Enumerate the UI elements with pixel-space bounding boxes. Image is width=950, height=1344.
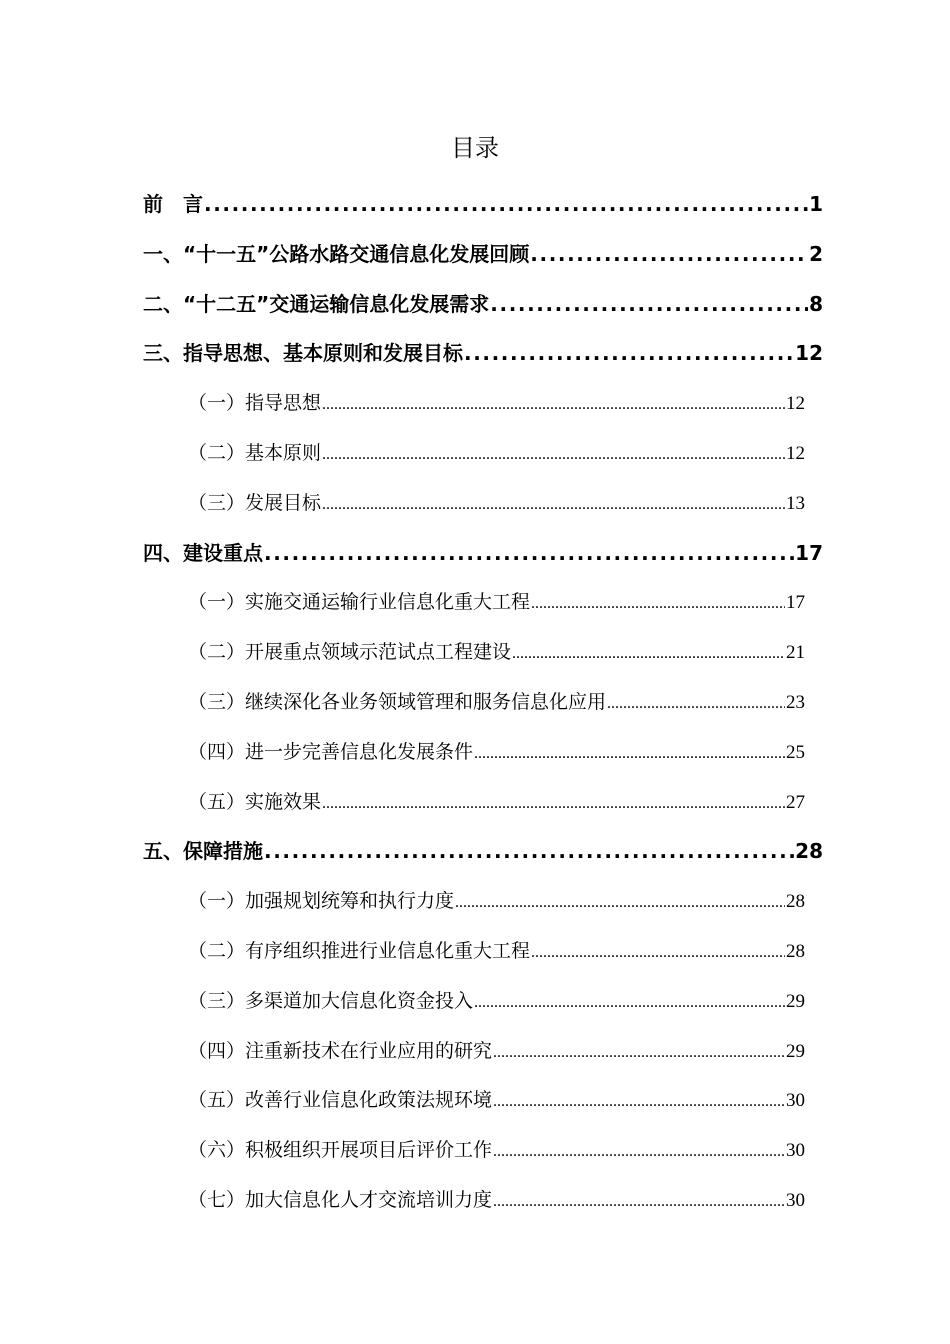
- toc-page-number: 30: [786, 1140, 805, 1162]
- toc-entry-label: （一）实施交通运输行业信息化重大工程: [188, 591, 531, 614]
- toc-page-number: 12: [786, 393, 805, 415]
- toc-dot-leader: [264, 827, 794, 877]
- toc-dot-leader: [204, 180, 808, 230]
- toc-entry-label: （四）注重新技术在行业应用的研究: [188, 1039, 493, 1062]
- toc-dot-leader: [322, 779, 785, 828]
- toc-page-number: 21: [786, 642, 805, 664]
- toc-dot-leader: [493, 1127, 785, 1176]
- toc-dot-leader: [490, 280, 808, 330]
- toc-page-number: 28: [795, 839, 823, 864]
- toc-page-number: 12: [786, 442, 805, 464]
- toc-page-number: 8: [809, 291, 823, 316]
- toc-dot-leader: [531, 579, 785, 628]
- toc-entry-label: （七）加大信息化人才交流培训力度: [188, 1188, 493, 1211]
- toc-dot-leader: [322, 430, 785, 479]
- toc-page-number: 25: [786, 741, 805, 763]
- toc-dot-leader: [322, 380, 785, 429]
- toc-page-number: 17: [795, 540, 823, 565]
- toc-entry-label: （五）实施效果: [188, 790, 322, 813]
- toc-chapter-entry[interactable]: [143, 230, 823, 280]
- toc-section-entry[interactable]: [143, 379, 823, 429]
- toc-entry-label: 四、建设重点: [143, 540, 263, 565]
- toc-entry-label: （三）继续深化各业务领域管理和服务信息化应用: [188, 690, 607, 713]
- toc-dot-leader: [493, 1177, 785, 1226]
- toc-chapter-entry[interactable]: [143, 280, 823, 330]
- toc-section-entry[interactable]: [143, 1176, 823, 1226]
- toc-chapter-entry[interactable]: [143, 329, 823, 379]
- toc-dot-leader: [474, 978, 785, 1027]
- toc-title: 目录: [451, 134, 499, 162]
- toc-dot-leader: [474, 729, 785, 778]
- toc-entry-label: （三）多渠道加大信息化资金投入: [188, 989, 474, 1012]
- toc-section-entry[interactable]: [143, 479, 823, 529]
- toc-section-entry[interactable]: [143, 977, 823, 1027]
- toc-dot-leader: [493, 1028, 785, 1077]
- toc-entry-label: （四）进一步完善信息化发展条件: [188, 740, 474, 763]
- toc-section-entry[interactable]: [143, 628, 823, 678]
- toc-section-entry[interactable]: [143, 1076, 823, 1126]
- toc-dot-leader: [264, 529, 794, 579]
- toc-chapter-entry[interactable]: [143, 529, 823, 579]
- toc-section-entry[interactable]: [143, 778, 823, 828]
- toc-entry-label: （一）加强规划统筹和执行力度: [188, 890, 455, 913]
- toc-section-entry[interactable]: [143, 877, 823, 927]
- toc-entry-label: （二）开展重点领域示范试点工程建设: [188, 641, 512, 664]
- toc-dot-leader: [455, 878, 785, 927]
- toc-section-entry[interactable]: [143, 578, 823, 628]
- toc-entry-label: 一、“十一五”公路水路交通信息化发展回顾: [143, 241, 530, 266]
- toc-page-number: 13: [786, 492, 805, 514]
- toc-dot-leader: [530, 230, 808, 280]
- toc-page-number: 30: [786, 1090, 805, 1112]
- toc-entry-label: 三、指导思想、基本原则和发展目标: [143, 341, 463, 366]
- toc-page-number: 12: [795, 341, 823, 366]
- toc-entry-label: （二）有序组织推进行业信息化重大工程: [188, 939, 531, 962]
- toc-section-entry[interactable]: [143, 678, 823, 728]
- toc-page-number: 28: [786, 940, 805, 962]
- toc-page-number: 30: [786, 1189, 805, 1211]
- toc-page-number: 28: [786, 891, 805, 913]
- toc-chapter-entry[interactable]: [143, 827, 823, 877]
- toc-entry-label: 五、保障措施: [143, 839, 263, 864]
- toc-entry-label: （一）指导思想: [188, 392, 322, 415]
- toc-entry-label: （三）发展目标: [188, 491, 322, 514]
- toc-page-number: 23: [786, 691, 805, 713]
- toc-dot-leader: [531, 928, 785, 977]
- table-of-contents: [143, 180, 823, 1226]
- toc-entry-label: 二、“十二五”交通运输信息化发展需求: [143, 291, 490, 316]
- toc-section-entry[interactable]: [143, 429, 823, 479]
- toc-entry-label: 前 言: [143, 192, 203, 216]
- toc-page-number: 27: [786, 791, 805, 813]
- toc-section-entry[interactable]: [143, 1027, 823, 1077]
- toc-section-entry[interactable]: [143, 728, 823, 778]
- toc-entry-label: （六）积极组织开展项目后评价工作: [188, 1139, 493, 1162]
- toc-entry-label: （二）基本原则: [188, 441, 322, 464]
- toc-section-entry[interactable]: [143, 927, 823, 977]
- toc-dot-leader: [607, 679, 785, 728]
- toc-dot-leader: [512, 629, 785, 678]
- toc-page-number: 29: [786, 990, 805, 1012]
- toc-dot-leader: [464, 329, 794, 379]
- toc-page-number: 17: [786, 592, 805, 614]
- toc-page-number: 2: [809, 241, 823, 266]
- toc-chapter-entry[interactable]: [143, 180, 823, 230]
- toc-page-number: 1: [809, 192, 823, 216]
- toc-page-number: 29: [786, 1040, 805, 1062]
- toc-entry-label: （五）改善行业信息化政策法规环境: [188, 1089, 493, 1112]
- toc-section-entry[interactable]: [143, 1126, 823, 1176]
- toc-dot-leader: [493, 1077, 785, 1126]
- toc-dot-leader: [322, 480, 785, 529]
